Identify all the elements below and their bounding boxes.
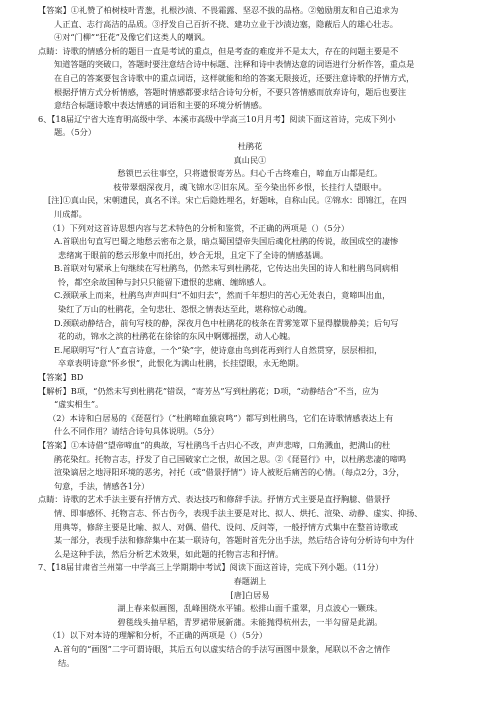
answer-line: 【答案】①礼赞了柏树枝叶青葱，扎根沙渍、不畏霜露、坚忍不拔的品格。②勉励朋友和自己追求为 [38,5,399,15]
sub-question: 什么不同作用？请结合诗句具体说明。（5分） [54,426,219,437]
analysis-line: 【解析】B项，“仍然未写到杜鹃花”错误，“寄芳丛”写到杜鹃花；D项，“动静结合”不当，应为 [38,385,379,396]
poem-title: 杜鹃花 [237,140,263,151]
answer-line: 人正直、志行高洁的品质。③抒发自己百折不挠、建功立业于沙渍边塞，隐蔽后人的雄心壮志。 [54,18,398,29]
question-6-header: 题。（5分） [54,127,97,138]
option-line: A.首联出句直写巴蜀之地愁云密布之景，暗点蜀国望帝失国后魂化杜鹃的传说，故国成空的凄惨 [54,236,399,247]
tip-line: 情、即事感怀、托物言志、怀古伤今，表现手法主要是对比、拟人、烘托、渲染、动静、虚实、抑扬、 [54,507,423,518]
tip-line: 根据抒情方式分析情感，答题时情感都要求结合诗句分析，不要只答情感而放弃诗句，题后也要注 [54,86,407,97]
tip-line: 某一部分，表现手法和修辞集中在某一联诗句，答题时首先分出手法，然后结合诗句分析诗句中为什 [54,535,415,546]
poem-line: 枝带翠烟深夜月，魂飞锦水②旧东风。至今染出怀乡恨，长挂行人望眼中。 [113,181,387,192]
tip-line: 点睛：诗歌的艺术手法主要有抒情方式、表达技巧和修辞手法。抒情方式主要是直抒胸臆、借景抒 [38,494,391,505]
tip-line: 用典等，修辞主要是比喻、拟人、对偶、借代、设问、反问等，一般抒情方式集中在整首诗歌或 [54,521,398,532]
option-line: E.尾联明写“行人”直言诗意，一个“染”字，使诗意由鸟到花再到行人自然贯穿，层层相扣， [54,344,383,355]
option-line: 怜，都空余故国种与封只只能留下遗恨的悲痛、缠绵感人。 [58,276,271,287]
answer-line: ④对“门柳”“狂花”及像它们这类人的嘲讽。 [54,32,210,43]
option-line: C.颈联承上而来，杜鹃鸟声声叫归“不如归去”，然而千年想归的苦心无处表白，竟啼叫出血， [54,290,391,301]
answer-line: 句意，手法，情感各1分） [54,480,150,491]
tip-line: 知道答题的突破口，答题时要注意结合诗中标题、注释和诗中表情达意的词语进行分析作答，重点是 [54,59,415,70]
poem-author: 真山民① [233,154,267,165]
poem-title: 春题湖上 [233,575,267,586]
poem-line: 愁锁巴云往事空，只将遗恨寄芳丛。归心千古终难白，啼血万山都是红。 [117,168,383,179]
tip-line: 在自己的答案要包含诗歌中的重点词语，这样就能和给的答案无限接近，还要注意诗歌的抒情方式， [54,72,415,83]
sub-question: （2）本诗和白居易的《琵琶行》（“杜鹃啼血猿哀鸣”）都写到杜鹃鸟，它们在诗歌情感表达上有 [48,412,394,423]
answer-line: 鹃花染红。托物言志，抒发了自己国破家亡之恨，故国之思。②《琵琶行》中，以杜鹃悲凄的啼鸣 [54,453,407,464]
option-line: D.颈联动静结合，前句写枝的静，深夜月色中杜鹃花的枝条在青雾笼罩下显得朦胧静美；后句写 [54,317,399,328]
tip-line: 意结合标题诗歌中表达情感的词语和主要的环境分析情感。 [54,100,267,111]
analysis-line: “虚实相生”。 [54,399,104,410]
poem-author: [唐]白居易 [230,589,270,600]
option-line: A.首句的“画图”二字可谓诗眼，其后五句以虚实结合的手法写画图中景象，尾联以不舍之情作 [54,643,391,654]
question-7-header: 7、【18届甘肃省兰州第一中学高三上学期期中考试】阅读下面这首诗，完成下列小题。（11分） [38,562,384,573]
option-line: 卒章表明诗意“怀乡恨”，此恨化为满山杜鹃，长挂望眼，永无绝期。 [58,358,304,369]
question-6-header: 6、【18届辽宁省大连育明高级中学、本溪市高级中学高三10月月考】阅读下面这首诗，完成下列小 [38,113,396,124]
tip-line: 么是这种手法，然后分析艺术效果，如此题的托物言志和抒情。 [54,548,284,559]
option-line: 结。 [58,657,75,668]
sub-question: （1）下列对这首诗思想内容与艺术特色的分析和鉴赏，不正确的两项是（）（5分） [48,222,350,233]
answer-line: 渲染谪居之地浔阳环境的恶劣，衬托（或“借景抒情”）诗人被贬后痛苦的心情。（每点2分，3分， [54,467,405,478]
poem-line: 湖上春来似画图，乱峰围绕水平铺。松排山面千重翠，月点波心一颗珠。 [117,603,383,614]
option-line: B.首联对句紧承上句继续在写杜鹃鸟，仍然未写到杜鹃花，它传达出失国的诗人和杜鹃鸟同病相 [54,263,399,274]
poem-note: 川成都。 [54,208,87,219]
poem-note: [注]①真山民，宋朝遗民，真名不详。宋亡后隐姓埋名，好题咏，自称山民。②锦水：即锦江，在四 [48,195,407,206]
option-line: 花的动，锦水之滨的杜鹃花在徐徐的东风中婀娜摇摆，动人心魄。 [58,331,296,342]
tip-line: 点睛：诗歌的情感分析的题目一直是考试的重点，但是考查的难度并不是太大，存在的问题主要是不 [38,45,399,56]
option-line: 染红了万山的杜鹃花，全句悲壮、怨恨之情表达至此，堪称惊心动魄。 [58,304,312,315]
answer-line: 【答案】BD [38,372,84,383]
option-line: 悲绪寓于眼前的愁云形象中而托出，妙合无垠，且定下了全诗的情感基调。 [58,249,329,260]
poem-line: 碧毯线头抽早稻，青罗裙带展新蒲。未能抛得杭州去，一半勾留是此湖。 [117,616,383,627]
sub-question: （1）以下对本诗的理解和分析，不正确的两项是（）（5分） [48,630,268,641]
answer-line: 【答案】①本诗借“望帝啼血”的典故，写杜鹃鸟千古归心不改，声声悲啼，口角溅血，把满山的杜 [38,440,391,450]
